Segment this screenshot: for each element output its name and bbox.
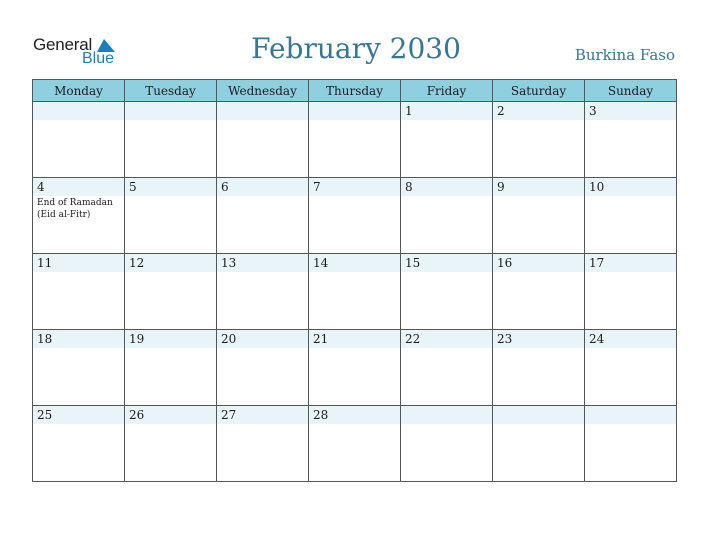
day-number: 8 bbox=[405, 180, 413, 194]
day-number: 3 bbox=[589, 104, 597, 118]
day-number: 7 bbox=[313, 180, 321, 194]
brand-blue-text: Blue bbox=[82, 50, 115, 67]
day-cell bbox=[493, 330, 585, 406]
week-row bbox=[33, 406, 677, 482]
week-row bbox=[33, 178, 677, 254]
day-cell bbox=[125, 178, 217, 254]
day-cell bbox=[493, 102, 585, 178]
weekday-header: Sunday bbox=[585, 80, 677, 102]
day-number: 20 bbox=[221, 332, 237, 346]
day-cell bbox=[33, 406, 125, 482]
day-number: 1 bbox=[405, 104, 413, 118]
page-title: February 2030 bbox=[251, 32, 461, 65]
day-number: 19 bbox=[129, 332, 145, 346]
day-cell bbox=[217, 102, 309, 178]
brand-general-text: General bbox=[33, 35, 93, 54]
day-cell bbox=[401, 102, 493, 178]
day-number: 18 bbox=[37, 332, 53, 346]
day-number: 10 bbox=[589, 180, 605, 194]
weekday-header: Friday bbox=[401, 80, 493, 102]
day-number: 14 bbox=[313, 256, 329, 270]
day-number: 5 bbox=[129, 180, 137, 194]
calendar-grid bbox=[32, 79, 677, 482]
day-number: 17 bbox=[589, 256, 605, 270]
day-cell bbox=[401, 254, 493, 330]
week-row bbox=[33, 102, 677, 178]
day-cell bbox=[217, 178, 309, 254]
day-cell bbox=[125, 406, 217, 482]
day-cell bbox=[401, 406, 493, 482]
day-number: 4 bbox=[37, 180, 45, 194]
day-cell bbox=[585, 102, 677, 178]
country-name: Burkina Faso bbox=[574, 46, 675, 64]
day-cell bbox=[401, 178, 493, 254]
day-cell bbox=[125, 102, 217, 178]
day-cell bbox=[585, 330, 677, 406]
weekday-header-row bbox=[33, 80, 677, 102]
weekday-header: Thursday bbox=[309, 80, 401, 102]
day-number: 22 bbox=[405, 332, 421, 346]
day-cell bbox=[125, 254, 217, 330]
day-cell bbox=[493, 178, 585, 254]
day-cell bbox=[401, 330, 493, 406]
day-number: 13 bbox=[221, 256, 237, 270]
day-number: 24 bbox=[589, 332, 605, 346]
day-number: 26 bbox=[129, 408, 145, 422]
day-number: 21 bbox=[313, 332, 329, 346]
day-number: 2 bbox=[497, 104, 505, 118]
day-number: 27 bbox=[221, 408, 237, 422]
day-number: 25 bbox=[37, 408, 53, 422]
day-cell bbox=[217, 254, 309, 330]
weekday-header: Saturday bbox=[493, 80, 585, 102]
day-cell bbox=[33, 178, 125, 254]
holiday-label: End of Ramadan (Eid al-Fitr) bbox=[37, 198, 113, 220]
day-number: 23 bbox=[497, 332, 513, 346]
day-cell bbox=[33, 330, 125, 406]
day-cell bbox=[493, 406, 585, 482]
day-number: 6 bbox=[221, 180, 229, 194]
day-cell bbox=[33, 254, 125, 330]
day-number: 9 bbox=[497, 180, 505, 194]
day-cell bbox=[585, 178, 677, 254]
day-cell bbox=[217, 406, 309, 482]
day-number: 15 bbox=[405, 256, 421, 270]
day-cell bbox=[309, 178, 401, 254]
day-number: 12 bbox=[129, 256, 145, 270]
day-cell bbox=[217, 330, 309, 406]
day-cell bbox=[309, 102, 401, 178]
day-cell bbox=[33, 102, 125, 178]
week-row bbox=[33, 330, 677, 406]
day-number: 16 bbox=[497, 256, 513, 270]
day-cell bbox=[585, 406, 677, 482]
day-cell bbox=[309, 254, 401, 330]
day-number: 28 bbox=[313, 408, 329, 422]
day-cell bbox=[585, 254, 677, 330]
day-cell bbox=[125, 330, 217, 406]
day-number: 11 bbox=[37, 256, 53, 270]
week-row bbox=[33, 254, 677, 330]
weekday-header: Wednesday bbox=[217, 80, 309, 102]
day-cell bbox=[493, 254, 585, 330]
day-cell bbox=[309, 330, 401, 406]
day-cell bbox=[309, 406, 401, 482]
weekday-header: Monday bbox=[33, 80, 125, 102]
weekday-header: Tuesday bbox=[125, 80, 217, 102]
